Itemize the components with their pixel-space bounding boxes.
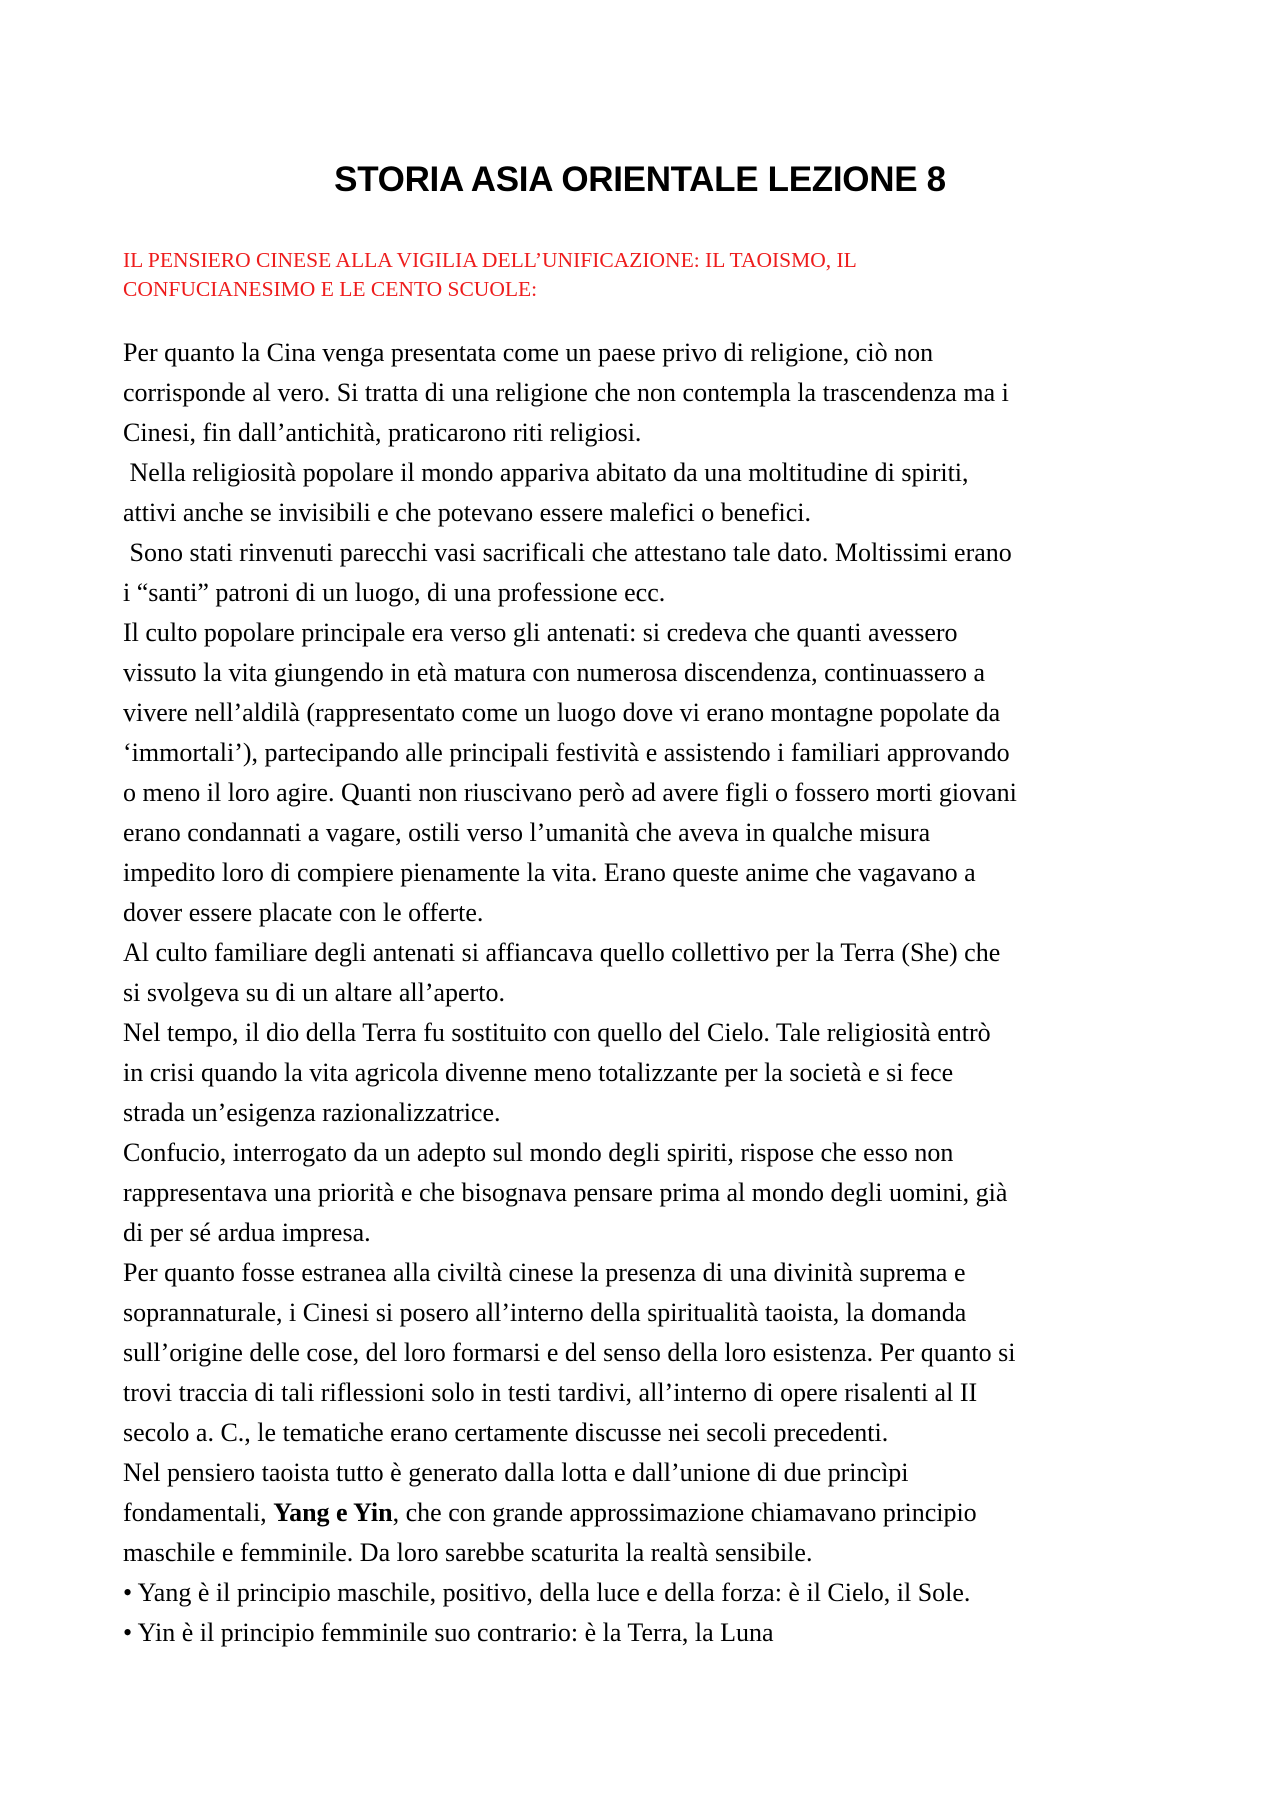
text-line: strada un’esigenza razionalizzatrice. [123,1098,501,1127]
text-line: impedito loro di compiere pienamente la vita. Erano queste anime che vagavano a [123,858,976,887]
text-line: Sono stati rinvenuti parecchi vasi sacrificali che attestano tale dato. Moltissimi erano [123,538,1012,567]
text-line: sull’origine delle cose, del loro formarsi e del senso della loro esistenza. Per quanto si [123,1338,1016,1367]
text-line: Per quanto la Cina venga presentata come un paese privo di religione, ciò non [123,338,934,367]
text-line: Nella religiosità popolare il mondo appariva abitato da una moltitudine di spiriti, [123,458,969,487]
text-line-yang-yin [123,1493,1183,1533]
text-line: Per quanto fosse estranea alla civiltà cinese la presenza di una divinità suprema e [123,1258,966,1287]
text-line: trovi traccia di tali riflessioni solo in testi tardivi, all’interno di opere risalenti al II [123,1378,978,1407]
text-line: Nel tempo, il dio della Terra fu sostituito con quello del Cielo. Tale religiosità entrò [123,1018,991,1047]
text-line: rappresentava una priorità e che bisognava pensare prima al mondo degli uomini, già [123,1178,1008,1207]
text-fragment: fondamentali, [123,1498,274,1527]
section-heading-line: IL PENSIERO CINESE ALLA VIGILIA DELL’UNIFICAZIONE: IL TAOISMO, IL [123,248,857,272]
text-line: ‘immortali’), partecipando alle principali festività e assistendo i familiari approvando [123,738,1010,767]
text-line: si svolgeva su di un altare all’aperto. [123,978,505,1007]
text-line: Cinesi, fin dall’antichità, praticarono riti religiosi. [123,418,642,447]
text-line: o meno il loro agire. Quanti non riuscivano però ad avere figli o fossero morti giovani [123,778,1017,807]
text-fragment: , che con grande approssimazione chiamavano principio [392,1498,977,1527]
text-line: Nel pensiero taoista tutto è generato dalla lotta e dall’unione di due princìpi [123,1458,909,1487]
text-line: di per sé ardua impresa. [123,1218,371,1247]
text-line: soprannaturale, i Cinesi si posero all’interno della spiritualità taoista, la domanda [123,1298,967,1327]
text-line: vissuto la vita giungendo in età matura con numerosa discendenza, continuassero a [123,658,986,687]
text-line: maschile e femminile. Da loro sarebbe scaturita la realtà sensibile. [123,1538,813,1567]
text-line: dover essere placate con le offerte. [123,898,484,927]
document-title: STORIA ASIA ORIENTALE LEZIONE 8 [334,160,946,199]
text-line: i “santi” patroni di un luogo, di una professione ecc. [123,578,666,607]
section-heading-line: CONFUCIANESIMO E LE CENTO SCUOLE: [123,277,538,301]
text-line: Al culto familiare degli antenati si affiancava quello collettivo per la Terra (She) che [123,938,1001,967]
bold-term-yang-yin: Yang e Yin [273,1498,393,1527]
text-line: erano condannati a vagare, ostili verso l’umanità che aveva in qualche misura [123,818,931,847]
text-line: attivi anche se invisibili e che potevano essere malefici o benefici. [123,498,812,527]
text-line: corrisponde al vero. Si tratta di una religione che non contempla la trascendenza ma i [123,378,1009,407]
bullet-item-yang: • Yang è il principio maschile, positivo, della luce e della forza: è il Cielo, il Sole. [123,1578,971,1607]
text-line: secolo a. C., le tematiche erano certamente discusse nei secoli precedenti. [123,1418,889,1447]
body-text [123,333,1183,1653]
text-line: Il culto popolare principale era verso gli antenati: si credeva che quanti avessero [123,618,958,647]
text-line: Confucio, interrogato da un adepto sul mondo degli spiriti, rispose che esso non [123,1138,954,1167]
section-heading [123,246,1173,304]
text-line: in crisi quando la vita agricola divenne meno totalizzante per la società e si fece [123,1058,954,1087]
text-line: vivere nell’aldilà (rappresentato come un luogo dove vi erano montagne popolate da [123,698,1001,727]
bullet-item-yin: • Yin è il principio femminile suo contrario: è la Terra, la Luna [123,1618,774,1647]
